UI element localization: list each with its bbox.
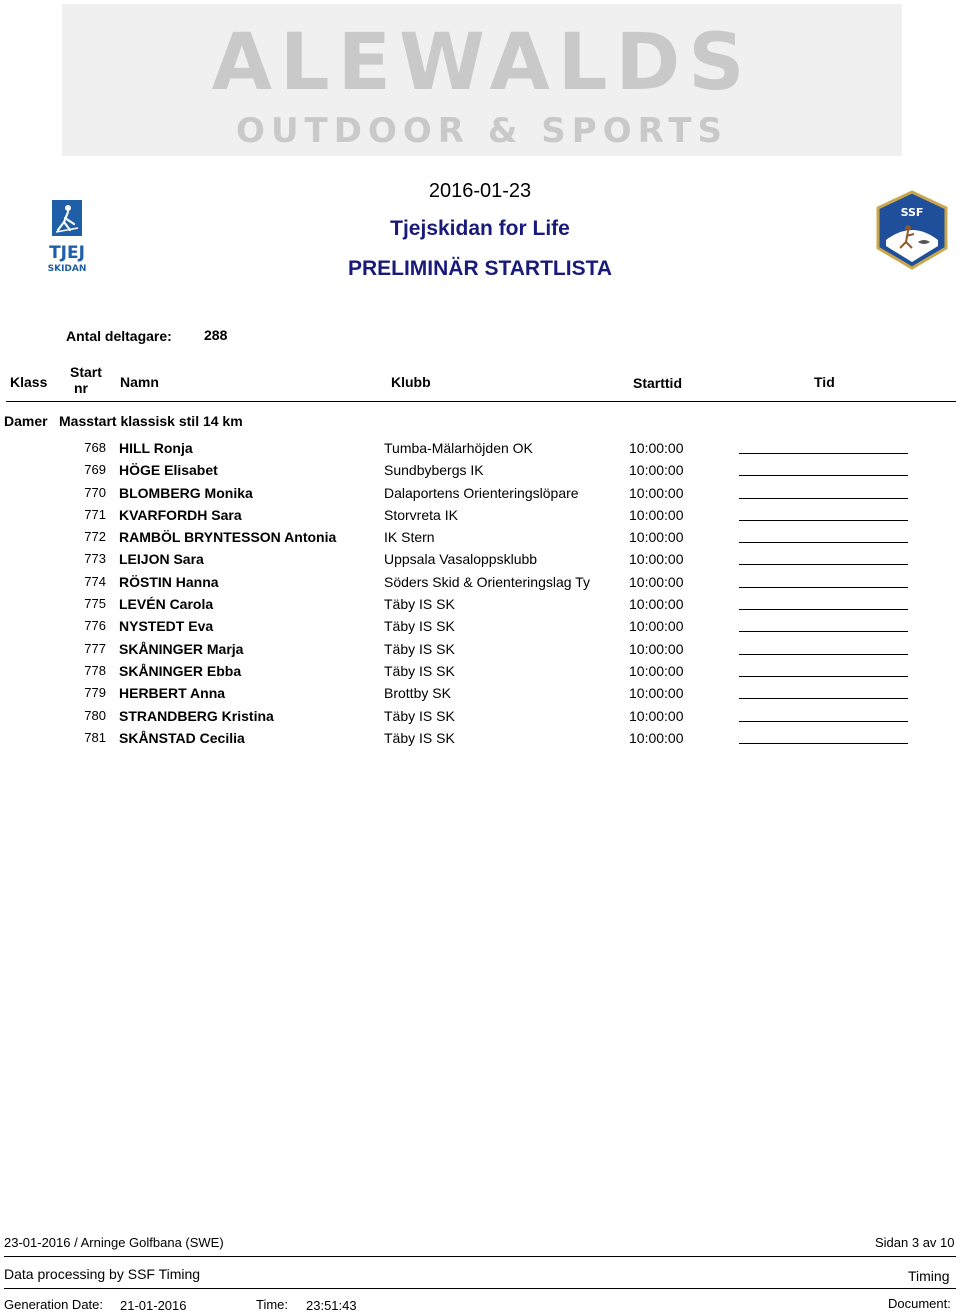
result-blank-line	[739, 453, 908, 454]
result-blank-line	[739, 609, 908, 610]
start-time: 10:00:00	[629, 462, 684, 479]
result-blank-line	[739, 498, 908, 499]
generation-date-label: Generation Date:	[4, 1297, 104, 1312]
table-row	[0, 527, 960, 549]
table-row	[0, 549, 960, 571]
club-name: Storvreta IK	[384, 506, 458, 523]
club-name: Täby IS SK	[384, 640, 455, 657]
table-row	[0, 572, 960, 594]
club-name: Dalaportens Orienteringslöpare	[384, 484, 579, 501]
table-row	[0, 639, 960, 661]
table-row	[0, 438, 960, 460]
column-header-namn: Namn	[120, 374, 159, 390]
footer-divider	[4, 1256, 956, 1257]
start-number: 772	[84, 529, 106, 545]
footer-divider	[4, 1288, 956, 1289]
logo-skidan-text: SKIDAN	[47, 264, 87, 274]
club-name: Täby IS SK	[384, 729, 455, 746]
result-blank-line	[739, 631, 908, 632]
start-time: 10:00:00	[629, 662, 684, 679]
competitor-name: SKÅNSTAD Cecilia	[119, 729, 245, 746]
competitor-name: NYSTEDT Eva	[119, 618, 214, 635]
footer-venue: 23-01-2016 / Arninge Golfbana (SWE)	[4, 1235, 224, 1250]
alewalds-logo	[62, 4, 902, 156]
column-header-tid: Tid	[814, 374, 835, 390]
start-number: 774	[84, 573, 106, 589]
start-time: 10:00:00	[629, 506, 684, 523]
competitor-name: HÖGE Elisabet	[119, 462, 218, 479]
club-name: Söders Skid & Orienteringslag Ty	[384, 573, 590, 590]
club-name: Sundbybergs IK	[384, 462, 484, 479]
start-number: 777	[84, 640, 106, 656]
sponsor-banner	[62, 4, 902, 156]
start-time: 10:00:00	[629, 729, 684, 746]
start-number: 771	[84, 506, 106, 522]
competitor-name: KVARFORDH Sara	[119, 506, 242, 523]
document-label: Document:	[888, 1296, 951, 1311]
result-blank-line	[739, 475, 908, 476]
table-row	[0, 594, 960, 616]
start-number: 779	[84, 685, 106, 701]
club-name: Täby IS SK	[384, 618, 455, 635]
result-blank-line	[739, 564, 908, 565]
class-description: Masstart klassisk stil 14 km	[59, 413, 243, 429]
result-blank-line	[739, 520, 908, 521]
table-row	[0, 616, 960, 638]
footer-page-number: Sidan 3 av 10	[875, 1235, 955, 1250]
result-blank-line	[739, 542, 908, 543]
club-name: Uppsala Vasaloppsklubb	[384, 551, 538, 568]
start-time: 10:00:00	[629, 573, 684, 590]
club-name: Täby IS SK	[384, 662, 455, 679]
table-row	[0, 661, 960, 683]
start-time: 10:00:00	[629, 640, 684, 657]
start-time: 10:00:00	[629, 551, 684, 568]
start-time: 10:00:00	[629, 484, 684, 501]
table-row	[0, 460, 960, 482]
generation-time-label: Time:	[256, 1297, 289, 1312]
start-time: 10:00:00	[629, 529, 684, 546]
start-time: 10:00:00	[629, 618, 684, 635]
banner-brand: ALEWALDS	[211, 18, 753, 108]
competitor-name: BLOMBERG Monika	[119, 484, 253, 501]
header-divider	[6, 401, 956, 402]
start-number: 775	[84, 596, 106, 612]
startlist-rows	[0, 438, 960, 750]
column-header-starttid: Starttid	[633, 375, 682, 391]
start-number: 773	[84, 551, 106, 567]
competitor-name: LEIJON Sara	[119, 551, 204, 568]
club-name: IK Stern	[384, 529, 435, 546]
result-blank-line	[739, 676, 908, 677]
start-number: 778	[84, 662, 106, 678]
club-name: Brottby SK	[384, 685, 451, 702]
club-name: Tumba-Mälarhöjden OK	[384, 440, 533, 456]
column-header-klubb: Klubb	[391, 374, 431, 390]
competitor-name: RÖSTIN Hanna	[119, 573, 219, 590]
start-number: 770	[84, 484, 106, 500]
competitor-name: RAMBÖL BRYNTESSON Antonia	[119, 529, 337, 546]
table-row	[0, 683, 960, 705]
start-number: 781	[84, 729, 106, 745]
result-blank-line	[739, 587, 908, 588]
footer-processing: Data processing by SSF Timing	[4, 1266, 201, 1282]
event-title: Tjejskidan for Life	[390, 217, 570, 240]
competitor-name: STRANDBERG Kristina	[119, 707, 274, 724]
start-time: 10:00:00	[629, 440, 684, 456]
table-row	[0, 706, 960, 728]
club-name: Täby IS SK	[384, 596, 455, 613]
participants-label: Antal deltagare:	[66, 328, 172, 344]
competitor-name: SKÅNINGER Marja	[119, 640, 244, 657]
result-blank-line	[739, 721, 908, 722]
start-number: 776	[84, 618, 106, 634]
banner-tagline: OUTDOOR & SPORTS	[236, 111, 728, 151]
result-blank-line	[739, 698, 908, 699]
start-number: 768	[84, 440, 106, 455]
start-time: 10:00:00	[629, 685, 684, 702]
competitor-name: HERBERT Anna	[119, 685, 226, 702]
participants-count: 288	[204, 327, 228, 343]
start-time: 10:00:00	[629, 596, 684, 613]
result-blank-line	[739, 654, 908, 655]
start-number: 780	[84, 707, 106, 723]
competitor-name: LEVÉN Carola	[119, 596, 214, 613]
table-row	[0, 728, 960, 750]
club-name: Täby IS SK	[384, 707, 455, 724]
column-header-start: Start	[70, 364, 102, 380]
column-header-klass: Klass	[10, 374, 48, 390]
result-blank-line	[739, 743, 908, 744]
start-number: 769	[84, 462, 106, 478]
generation-time-value: 23:51:43	[306, 1298, 357, 1313]
generation-date-value: 21-01-2016	[120, 1298, 187, 1313]
column-header-nr: nr	[74, 380, 88, 396]
list-subtitle: PRELIMINÄR STARTLISTA	[347, 257, 613, 280]
class-name: Damer	[4, 413, 48, 429]
table-row	[0, 505, 960, 527]
event-date: 2016-01-23	[428, 180, 532, 202]
table-row	[0, 483, 960, 505]
logo-tjej-text: TJEJ	[49, 243, 85, 263]
competitor-name: SKÅNINGER Ebba	[119, 662, 242, 679]
competitor-name: HILL Ronja	[119, 440, 193, 456]
start-time: 10:00:00	[629, 707, 684, 724]
footer-timing: Timing	[908, 1268, 950, 1284]
ssf-badge-text: SSF	[900, 206, 924, 219]
